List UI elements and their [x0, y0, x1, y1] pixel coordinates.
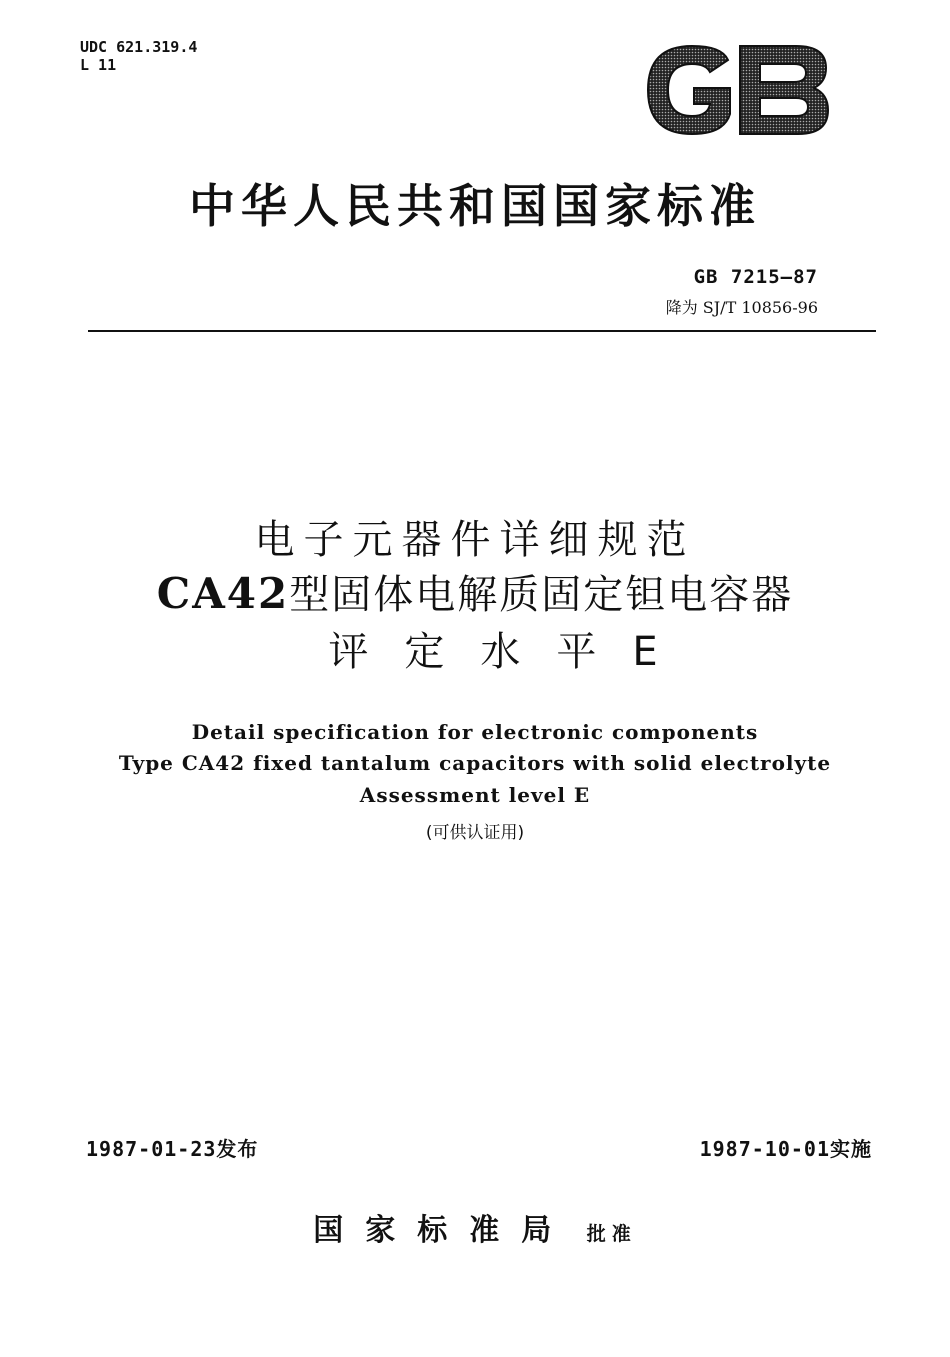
replaced-by-note: 降为 SJ/T 10856-96	[665, 298, 818, 317]
approving-authority: 国家标准局	[313, 1213, 574, 1248]
chinese-title-line-1: 电子元器件详细规范	[254, 517, 696, 563]
certification-note: (可供认证用)	[425, 823, 525, 843]
type-code: CA42	[156, 569, 290, 618]
approval-label: 批准	[586, 1223, 637, 1245]
english-title-line-2: Type CA42 fixed tantalum capacitors with solid electrolyte	[118, 751, 832, 775]
implementation-date: 1987-10-01实施	[699, 1137, 872, 1161]
english-title-line-1: Detail specification for electronic components	[191, 720, 759, 744]
chinese-title-line-3: 评定水平E	[328, 629, 694, 675]
national-standard-title: 中华人民共和国国家标准	[189, 179, 761, 233]
header-divider	[88, 330, 876, 332]
chinese-title-line-2	[40, 569, 910, 620]
gb-standard-logo-icon	[640, 42, 832, 138]
issue-date: 1987-01-23发布	[86, 1137, 259, 1161]
standard-number: GB 7215—87	[693, 266, 818, 288]
l-code: L 11	[80, 56, 117, 74]
chinese-title-line-2-rest: 型固体电解质固定钽电容器	[289, 572, 794, 618]
english-title-line-3: Assessment level E	[359, 783, 591, 807]
approval-line	[40, 1205, 910, 1249]
udc-code: UDC 621.319.4	[80, 38, 198, 56]
udc-classification	[80, 38, 197, 74]
